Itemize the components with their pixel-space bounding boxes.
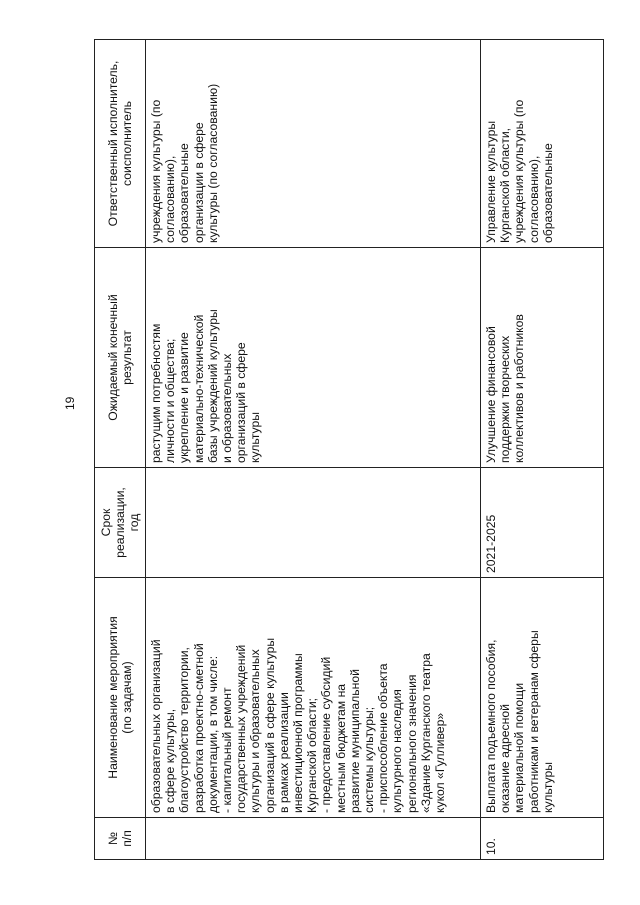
row-name: Выплата подъемного пособия, оказание адресной материальной помощи работникам и ветеранам сферы культуры <box>481 578 604 818</box>
measures-table <box>94 39 604 860</box>
rotated-table-wrapper <box>94 40 604 860</box>
row-result: растущим потребностям личности и общества; укрепление и развитие материально-технической базы учреждений культуры и образовательных организаций в сфере культуры <box>146 248 481 468</box>
row-responsible: Управление культуры Курганской области, учреждения культуры (по согласованию), образовательные <box>481 40 604 248</box>
header-responsible: Ответственный исполнитель, соисполнитель <box>95 40 146 248</box>
row-responsible: учреждения культуры (по согласованию), образовательные организации в сфере культуры (по согласованию) <box>146 40 481 248</box>
header-num: № п/п <box>95 818 146 860</box>
table-row <box>146 40 481 860</box>
header-result: Ожидаемый конечный результат <box>95 248 146 468</box>
table-row <box>481 40 604 860</box>
row-num <box>146 818 481 860</box>
row-name: образовательных организаций в сфере культуры, благоустройство территории, разработка проектно-сметной документации, в том числе: - капитальный ремонт государственных учреждений культуры и образовательных организаций в сфере культуры в рамках реализации инвестиционной программы Курганской области; - предоставление субсидий местным бюджетам на развитие муниципальной системы культуры; - приспособление объекта культурного наследия регионального значения «Здание Курганского театра кукол «Гулливер» <box>146 578 481 818</box>
header-name: Наименование мероприятия (по задачам) <box>95 578 146 818</box>
row-term <box>146 468 481 578</box>
row-num: 10. <box>481 818 604 860</box>
header-term: Срок реализации, год <box>95 468 146 578</box>
row-term: 2021-2025 <box>481 468 604 578</box>
page-number: 19 <box>63 396 77 410</box>
row-result: Улучшение финансовой поддержки творческих коллективов и работников <box>481 248 604 468</box>
table-header-row <box>95 40 146 860</box>
